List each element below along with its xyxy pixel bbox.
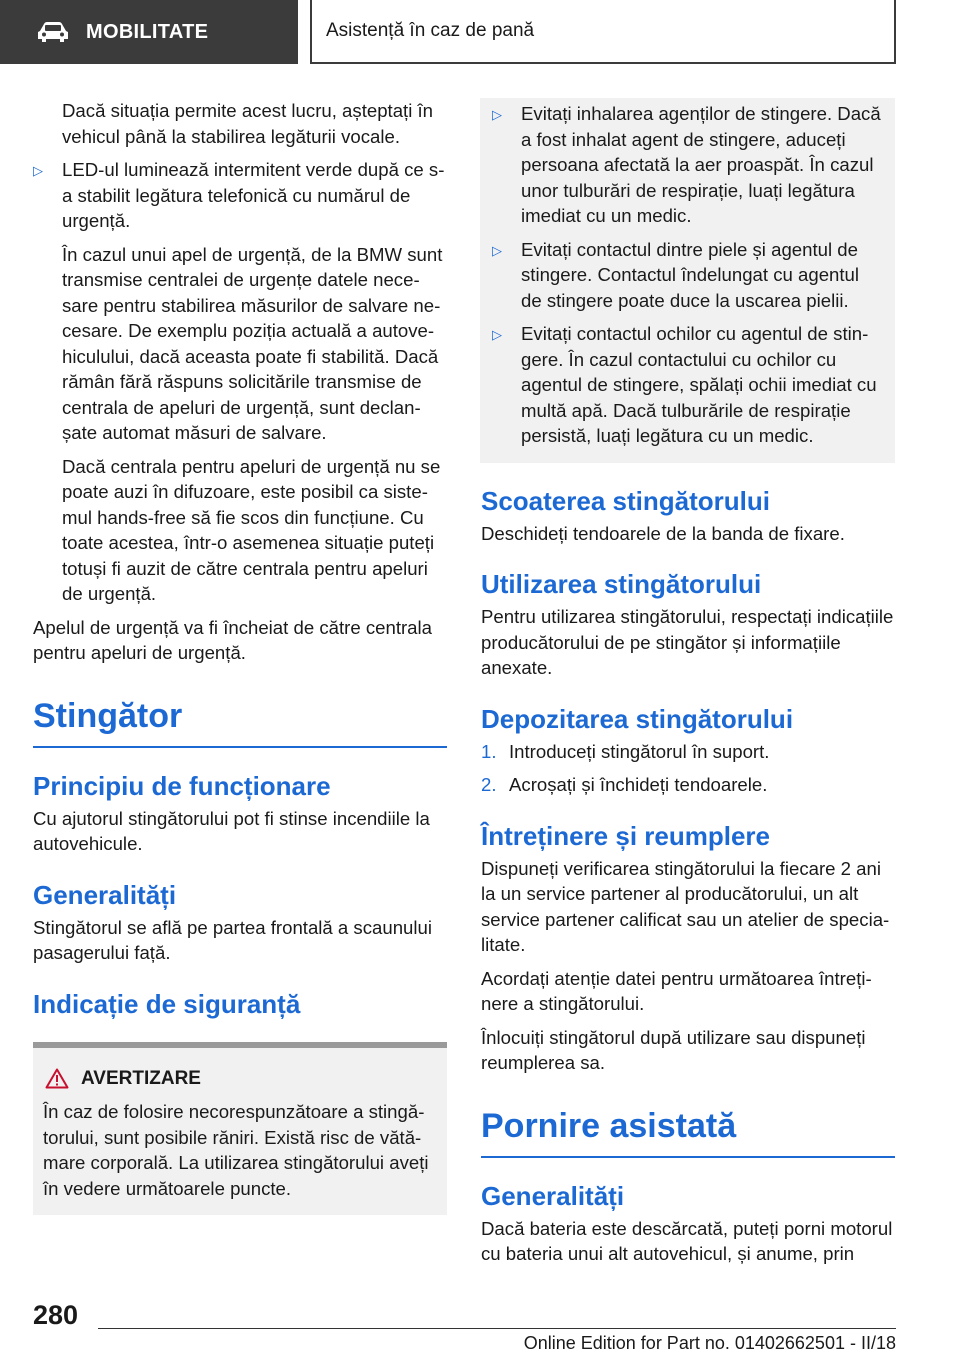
heading-depozitarea: Depozitarea stingătorului [481, 703, 794, 734]
paragraph-utilizarea: Pentru utilizarea stingătorului, respectați indicațiile producătorului de pe stingător și informațiile anexate. [481, 606, 894, 678]
list-item-text: LED-ul luminează intermitent verde după ce s-a stabilit legătura telefonică cu numărul de urgență. [62, 159, 445, 231]
paragraph-intro: Dacă situația permite acest lucru, așteptați în vehicul până la stabilirea legăturii vocale. [62, 100, 434, 147]
warning-title: AVERTIZARE [81, 1067, 201, 1089]
heading-intretinere: Întreținere și reumplere [481, 820, 770, 851]
step-text: Introduceți stingătorul în suport. [509, 740, 770, 762]
heading-generalitati-2: Generalități [481, 1180, 625, 1211]
list-item [492, 101, 883, 229]
paragraph-handsfree: Dacă centrala pentru apeluri de urgență nu se poate auzi în difuzoare, este posibil ca sistemul hands-free să fie scos din funcțiune. Cu toate acestea, într-o asemenea situație puteți totuși fi auzit de către centrala pentru apeluri de urgență. [62, 455, 441, 604]
chapter-title: Asistență în caz de pană [310, 0, 896, 64]
triangle-right-icon: ▷ [492, 242, 502, 258]
step-number: 2. [481, 774, 497, 795]
paragraph-intretinere-1: Dispuneți verificarea stingătorului la fiecare 2 ani la un service partener al producătorului, un alt service partener calificat sau un atelier de specialitate. [481, 857, 890, 955]
heading-principiu: Principiu de funcționare [33, 770, 331, 801]
warning-header [43, 1066, 437, 1092]
paragraph-principiu: Cu ajutorul stingătorului pot fi stinse incendiile la autovehicule. [33, 807, 430, 854]
triangle-right-icon: ▷ [33, 163, 43, 178]
bullet-box [480, 98, 895, 463]
heading-indicatie: Indicație de siguranță [33, 988, 301, 1019]
paragraph-scoaterea: Deschideți tendoarele de la banda de fixare. [481, 522, 845, 544]
triangle-right-icon: ▷ [492, 327, 502, 342]
triangle-right-icon: ▷ [492, 107, 502, 122]
step-item [481, 772, 895, 798]
edition-note: Online Edition for Part no. 01402662501 - II/18 [523, 1333, 896, 1353]
list-item-led [33, 157, 447, 234]
step-text: Acroșați și închideți tendoarele. [509, 774, 768, 795]
page-number: 280 [33, 1300, 79, 1330]
paragraph-end: Apelul de urgență va fi încheiat de către centrala pentru apeluri de urgență. [33, 616, 432, 663]
right-column [481, 98, 895, 1275]
list-item [492, 237, 883, 314]
list-item-text: Evitați inhalarea agenților de stingere. Dacă a fost inhalat agent de stingere, aduceți persoana afectată la aer proaspăt. În cazul unor tulburări de respirație, luați legătura imediat cu un medic. [521, 103, 881, 226]
warning-box [33, 1042, 447, 1216]
paragraph-intretinere-2: Acordați atenție datei pentru următoarea întreținere a stingătorului. [481, 967, 872, 1014]
list-item-text: Evitați contactul dintre piele și agentul de stingere. Contactul îndelungat cu agentul de stingere poate duce la uscarea pielii. [521, 238, 860, 311]
paragraph-generalitati: Stingătorul se află pe partea frontală a scaunului pasagerului față. [33, 916, 432, 963]
section-title: MOBILITATE [86, 20, 209, 43]
heading-generalitati: Generalități [33, 879, 177, 910]
step-item [481, 739, 895, 765]
paragraph-bmw: În cazul unui apel de urgență, de la BMW sunt transmise centralei de urgențe datele necesare pentru stabilirea măsurilor de salvare necesare. De exemplu poziția actuală a autovehiculului, dacă aceasta poate fi stabilită. Dacă rămân fără răspuns solicitările transmise de centrala de apeluri de urgență, sunt declanșate automat măsuri de salvare. [62, 243, 443, 443]
section-tab [0, 0, 298, 64]
heading-scoaterea: Scoaterea stingătorului [481, 485, 770, 516]
paragraph-intretinere-3: Înlocuiți stingătorul după utilizare sau dispuneți reumplerea sa. [481, 1026, 866, 1073]
list-item [492, 321, 883, 449]
heading-stingator: Stingător [33, 696, 447, 748]
warning-triangle-icon [45, 1068, 69, 1089]
warning-text: În caz de folosire necorespunzătoare a stingătorului, sunt posibile răniri. Există risc de vătămare corporală. La utilizarea stingătorului aveți în vedere următoarele puncte. [43, 1101, 429, 1199]
step-number: 1. [481, 740, 497, 762]
left-column [33, 98, 447, 1215]
paragraph-pornire: Dacă bateria este descărcată, puteți porni motorul cu bateria unui alt autovehicul, și anume, prin [481, 1217, 893, 1264]
heading-pornire: Pornire asistată [481, 1106, 895, 1158]
car-icon [36, 20, 70, 44]
footer-divider [98, 1328, 896, 1329]
heading-utilizarea: Utilizarea stingătorului [481, 569, 762, 599]
list-item-text: Evitați contactul ochilor cu agentul de stingere. În cazul contactului cu ochilor cu agentul de stingere, spălați ochii imediat cu multă apă. Dacă tulburările de respirație persistă, luați legătura cu un medic. [521, 323, 877, 446]
